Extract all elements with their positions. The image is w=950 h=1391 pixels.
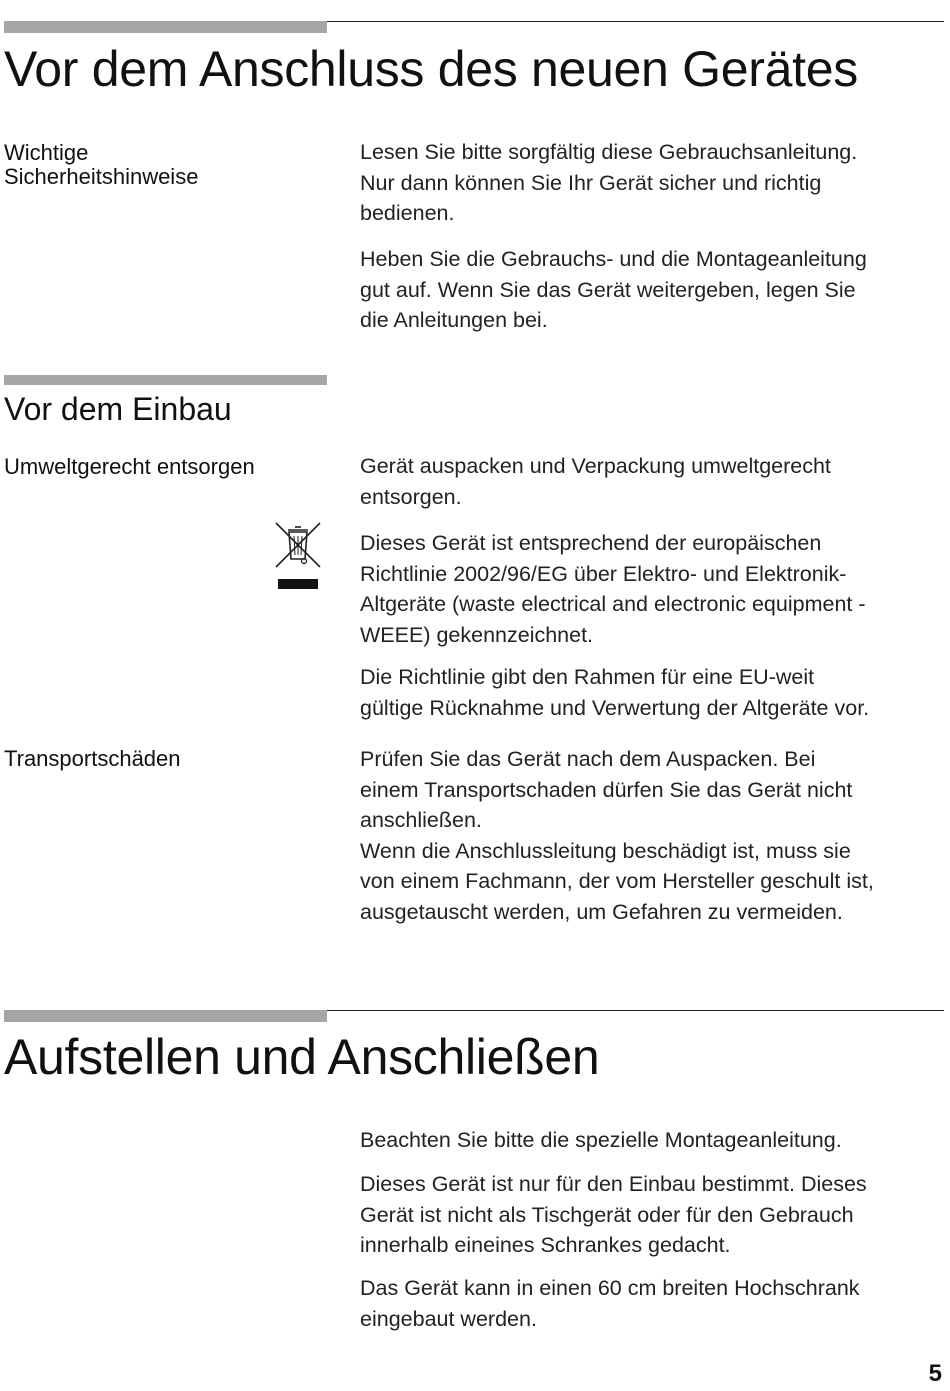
weee-crossed-bin-icon	[274, 521, 322, 591]
disposal-paragraph-2: Dieses Gerät ist entsprechend der europäischen Richtlinie 2002/96/EG über Elektro- und Elektronik- Altgeräte (waste electrical and electronic equipment - WEEE) gekennzeichnet.	[360, 531, 866, 647]
disposal-paragraph-1: Gerät auspacken und Verpackung umweltgerecht entsorgen.	[360, 454, 831, 509]
safety-label	[4, 141, 324, 189]
safety-label-line-1: Wichtige	[4, 140, 89, 165]
install-paragraph-2: Dieses Gerät ist nur für den Einbau bestimmt. Dieses Gerät ist nicht als Tischgerät oder für den Gebrauch innerhalb eineines Schrankes gedacht.	[360, 1172, 867, 1257]
safety-label-line-2: Sicherheitshinweise	[4, 164, 199, 189]
section2-rule-bar	[4, 375, 327, 385]
section2-title: Vor dem Einbau	[4, 391, 232, 427]
section3-rule-bar	[4, 1010, 327, 1022]
section1-title: Vor dem Anschluss des neuen Gerätes	[4, 41, 858, 97]
install-paragraph-1: Beachten Sie bitte die spezielle Montageanleitung.	[360, 1128, 842, 1152]
section3-title: Aufstellen und Anschließen	[4, 1029, 600, 1085]
transport-paragraph: Prüfen Sie das Gerät nach dem Auspacken. Bei einem Transportschaden dürfen Sie das Gerät nicht anschließen. Wenn die Anschlussleitung beschädigt ist, muss sie von einem Fachmann, der vom Hersteller geschult ist, ausgetauscht werden, um Gefahren zu vermeiden.	[360, 747, 874, 924]
disposal-label: Umweltgerecht entsorgen	[4, 454, 255, 479]
section1-rule-bar	[4, 21, 327, 33]
page-number: 5	[928, 1360, 942, 1387]
safety-paragraph-1: Lesen Sie bitte sorgfältig diese Gebrauchsanleitung. Nur dann können Sie Ihr Gerät sicher und richtig bedienen.	[360, 140, 858, 225]
transport-label: Transportschäden	[4, 746, 181, 771]
disposal-paragraph-3: Die Richtlinie gibt den Rahmen für eine EU-weit gültige Rücknahme und Verwertung der Altgeräte vor.	[360, 665, 870, 720]
install-paragraph-3: Das Gerät kann in einen 60 cm breiten Hochschrank eingebaut werden.	[360, 1276, 860, 1331]
safety-paragraph-2: Heben Sie die Gebrauchs- und die Montageanleitung gut auf. Wenn Sie das Gerät weitergeben, legen Sie die Anleitungen bei.	[360, 247, 867, 332]
